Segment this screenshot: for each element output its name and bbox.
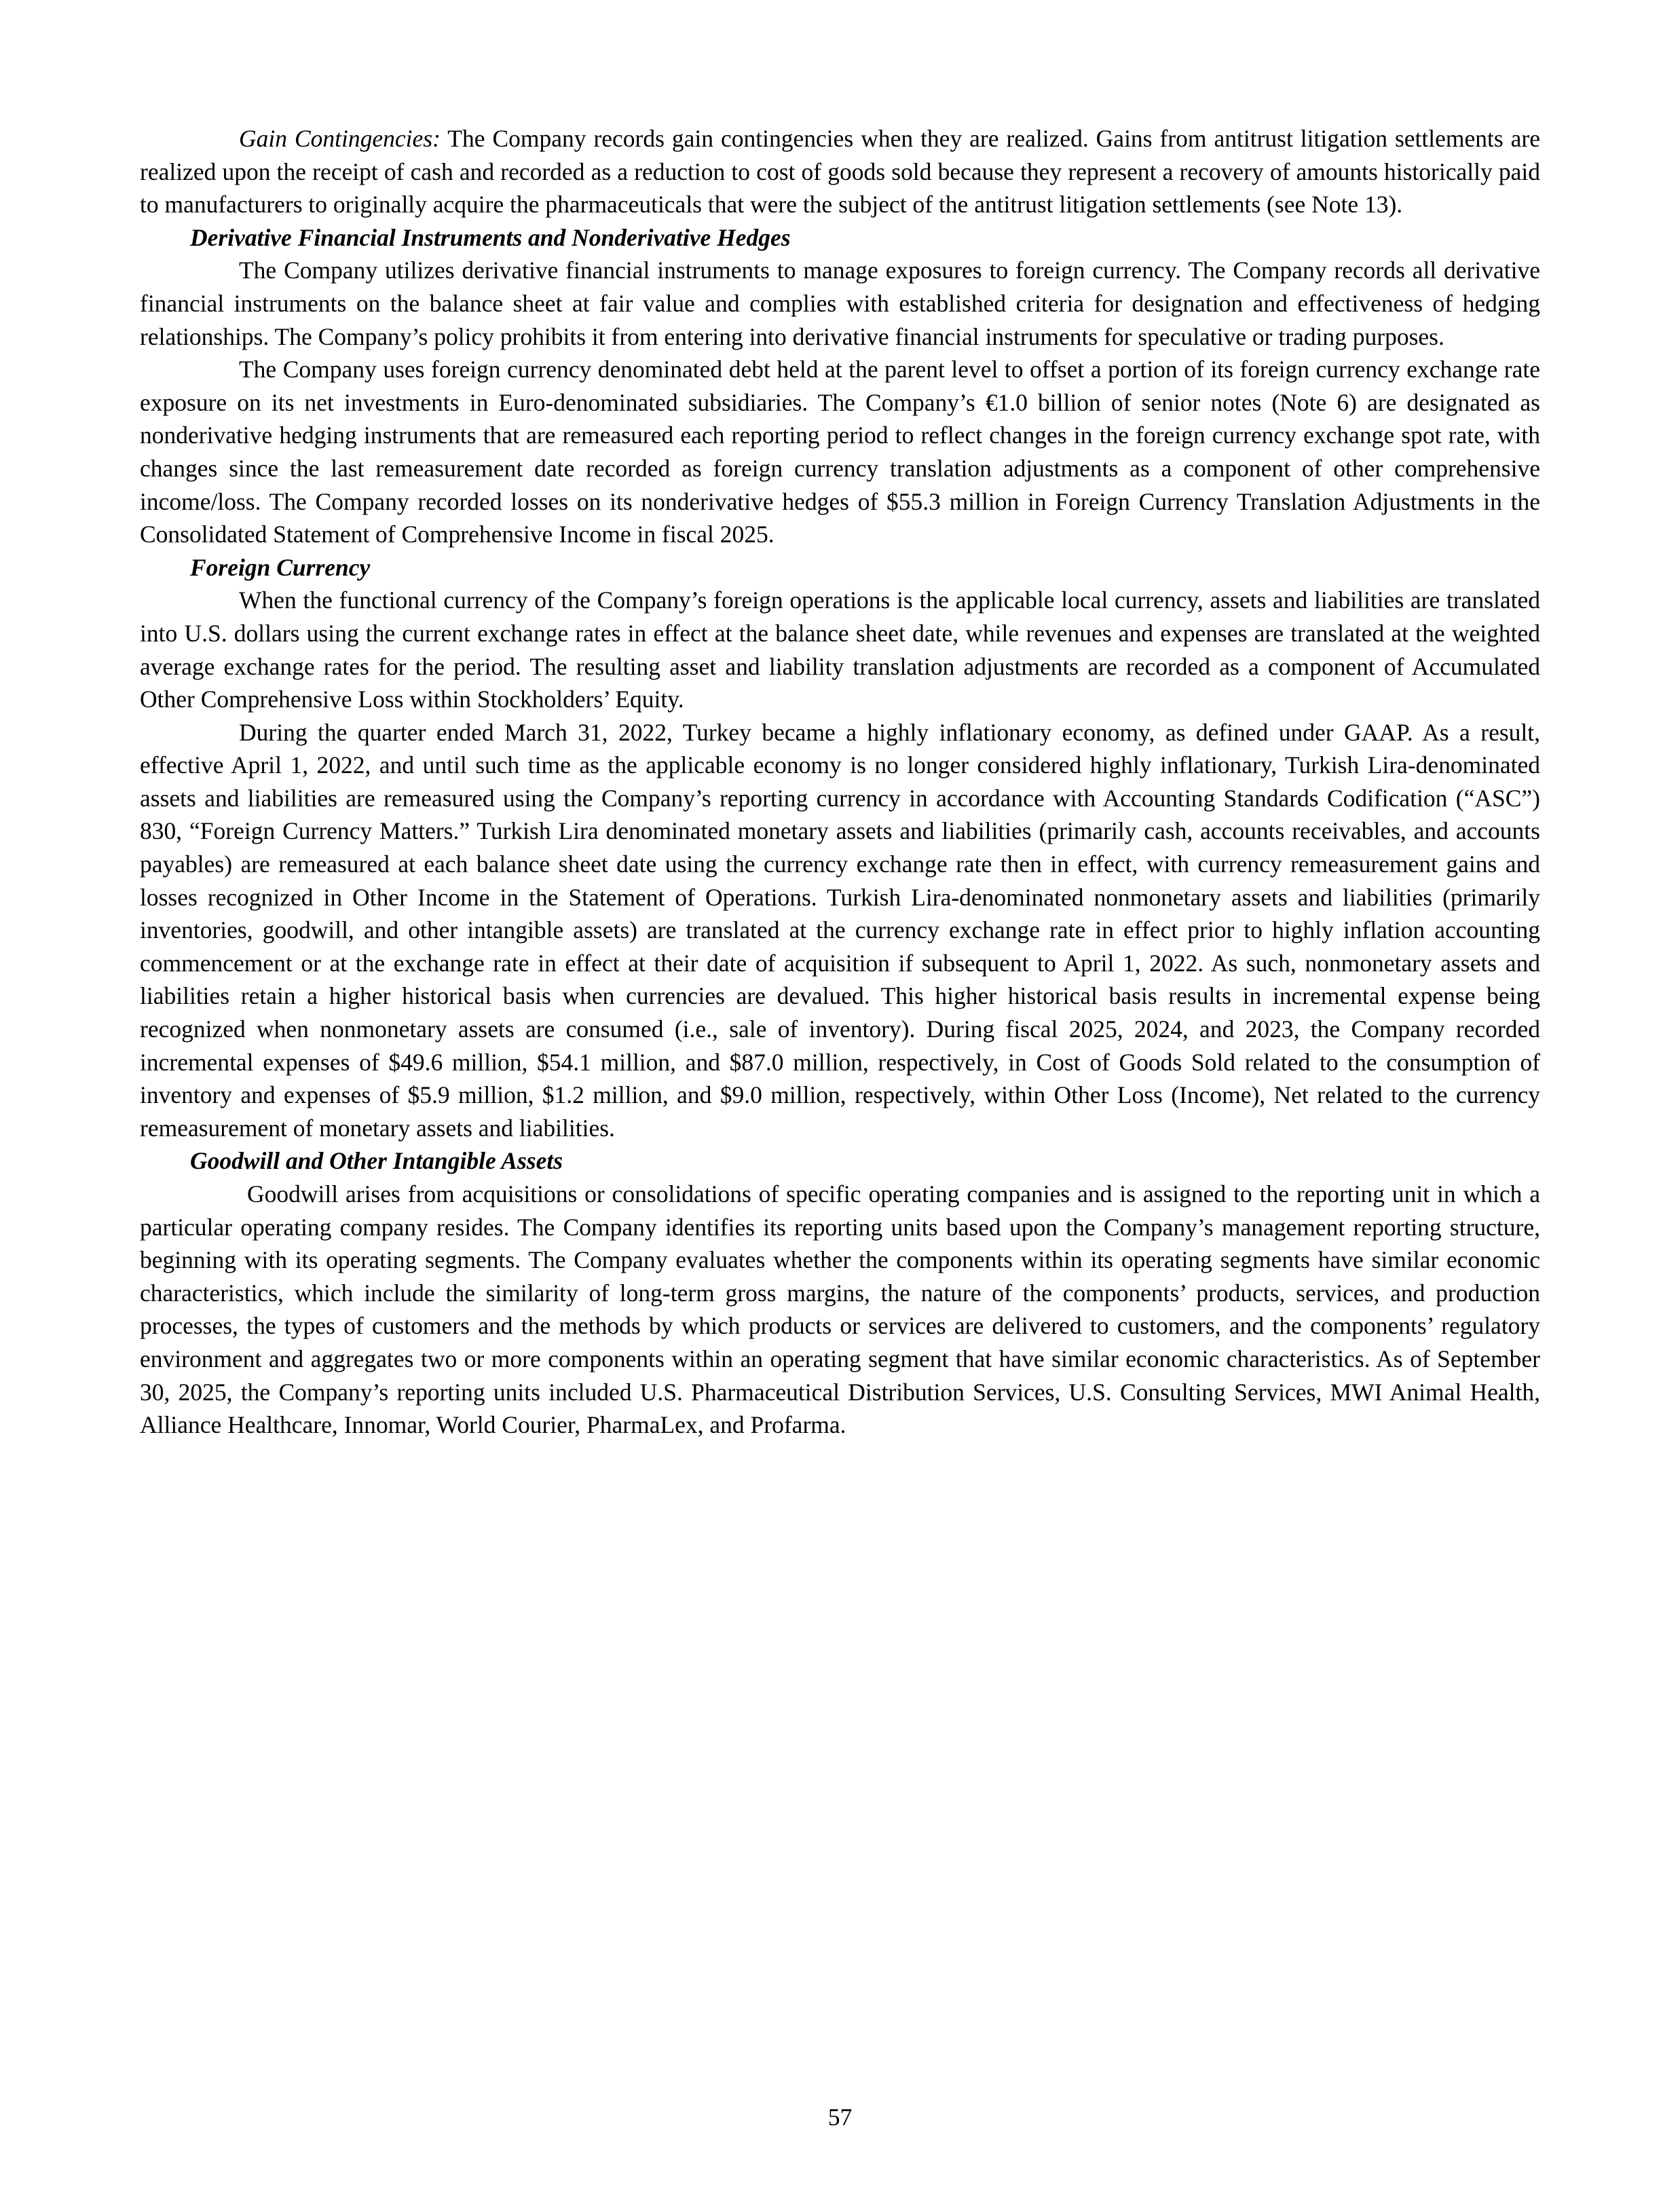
document-page xyxy=(140,122,1540,1442)
gain-contingencies-paragraph xyxy=(140,122,1540,221)
derivative-paragraph-2: The Company uses foreign currency denominated debt held at the parent level to offset a portion of its foreign currency exchange rate exposure on its net investments in Euro-denominated subsidiaries. The Company’s €1.0 billion of senior notes (Note 6) are designated as nonderivative hedging instruments that are remeasured each reporting period to reflect changes in the foreign currency exchange spot rate, with changes since the last remeasurement date recorded as foreign currency translation adjustments as a component of other comprehensive income/loss. The Company recorded losses on its nonderivative hedges of $55.3 million in Foreign Currency Translation Adjustments in the Consolidated Statement of Comprehensive Income in fiscal 2025. xyxy=(140,356,1540,548)
goodwill-heading: Goodwill and Other Intangible Assets xyxy=(190,1147,563,1175)
foreign-currency-paragraph-2: During the quarter ended March 31, 2022, Turkey became a highly inflationary economy, as defined under GAAP. As a result, effective April 1, 2022, and until such time as the applicable economy is no longer considered highly inflationary, Turkish Lira-denominated assets and liabilities are remeasured using the Company’s reporting currency in accordance with Accounting Standards Codification (“ASC”) 830, “Foreign Currency Matters.” Turkish Lira denominated monetary assets and liabilities (primarily cash, accounts receivables, and accounts payables) are remeasured at each balance sheet date using the currency exchange rate then in effect, with currency remeasurement gains and losses recognized in Other Income in the Statement of Operations. Turkish Lira-denominated nonmonetary assets and liabilities (primarily inventories, goodwill, and other intangible assets) are translated at the currency exchange rate in effect prior to highly inflation accounting commencement or at the exchange rate in effect at their date of acquisition if subsequent to April 1, 2022. As such, nonmonetary assets and liabilities retain a higher historical basis when currencies are devalued. This higher historical basis results in incremental expense being recognized when nonmonetary assets are consumed (i.e., sale of inventory). During fiscal 2025, 2024, and 2023, the Company recorded incremental expenses of $49.6 million, $54.1 million, and $87.0 million, respectively, in Cost of Goods Sold related to the consumption of inventory and expenses of $5.9 million, $1.2 million, and $9.0 million, respectively, within Other Loss (Income), Net related to the currency remeasurement of monetary assets and liabilities. xyxy=(140,718,1540,1142)
goodwill-paragraph-1: Goodwill arises from acquisitions or consolidations of specific operating companies and is assigned to the reporting unit in which a particular operating company resides. The Company identifies its reporting units based upon the Company’s management reporting structure, beginning with its operating segments. The Company evaluates whether the components within its operating segments have similar economic characteristics, which include the similarity of long-term gross margins, the nature of the components’ products, services, and production processes, the types of customers and the methods by which products or services are delivered to customers, and the components’ regulatory environment and aggregates two or more components within an operating segment that have similar economic characteristics. As of September 30, 2025, the Company’s reporting units included U.S. Pharmaceutical Distribution Services, U.S. Consulting Services, MWI Animal Health, Alliance Healthcare, Innomar, World Courier, PharmaLex, and Profarma. xyxy=(140,1180,1540,1439)
gain-contingencies-text: The Company records gain contingencies when they are realized. Gains from antitrust litigation settlements are realized upon the receipt of cash and recorded as a reduction to cost of goods sold because they represent a recovery of amounts historically paid to manufacturers to originally acquire the pharmaceuticals that were the subject of the antitrust litigation settlements (see Note 13). xyxy=(140,125,1540,219)
gain-contingencies-lead: Gain Contingencies: xyxy=(239,125,441,152)
foreign-currency-paragraph-1: When the functional currency of the Company’s foreign operations is the applicable local currency, assets and liabilities are translated into U.S. dollars using the current exchange rates in effect at the balance sheet date, while revenues and expenses are translated at the weighted average exchange rates for the period. The resulting asset and liability translation adjustments are recorded as a component of Accumulated Other Comprehensive Loss within Stockholders’ Equity. xyxy=(140,586,1540,713)
foreign-currency-heading: Foreign Currency xyxy=(190,553,371,581)
page-number: 57 xyxy=(827,2103,853,2131)
derivative-paragraph-1: The Company utilizes derivative financial instruments to manage exposures to foreign currency. The Company records all derivative financial instruments on the balance sheet at fair value and complies with established criteria for designation and effectiveness of hedging relationships. The Company’s policy prohibits it from entering into derivative financial instruments for speculative or trading purposes. xyxy=(140,257,1540,350)
derivative-heading: Derivative Financial Instruments and Nonderivative Hedges xyxy=(190,223,791,251)
